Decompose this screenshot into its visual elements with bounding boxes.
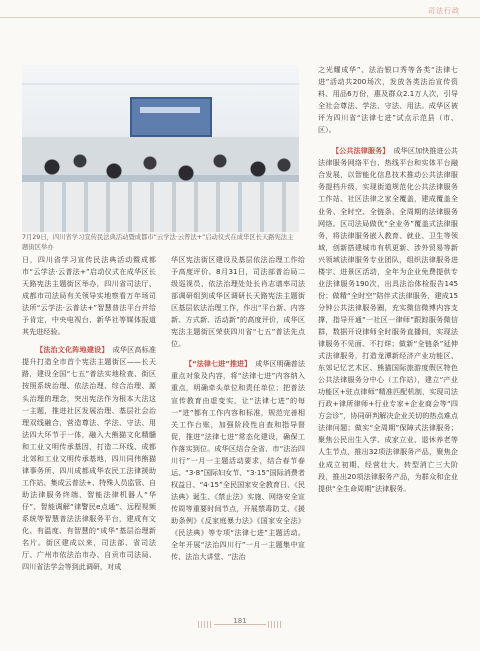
running-header: 司法行政 xyxy=(428,7,460,15)
page-number: 181 xyxy=(233,617,247,625)
tent-roof xyxy=(22,83,299,85)
section-heading: 【“法律七进”推进】 xyxy=(185,359,252,369)
text-column-2 xyxy=(171,254,305,563)
paragraph: 之光耀成华”、法治银口秀等各类“法律七进”活动共200场次，发放各类法治宣传资料、用品6万份，惠及群众2.1万人次，引导全社会尊法、学法、守法、用法。成华区被评为四川省“法律七进”试点示范县（市、区）。 xyxy=(318,65,458,135)
stage-screen xyxy=(130,97,212,137)
section-heading: 【法治文化阵地建设】 xyxy=(36,345,109,355)
event-photo xyxy=(22,65,299,232)
text-column-3 xyxy=(318,64,458,495)
section-heading: 【公共法律服务】 xyxy=(332,146,390,156)
text-column-1 xyxy=(22,254,156,573)
paragraph: 【公共法律服务】 成华区加快推进公共法律服务网络平台、热线平台和实体平台融合发展，以智能化信息技术推动公共法律服务提档升级，实现街道规范化公共法律服务工作站、社区法律之家全覆盖，建成覆盖全业务、全时空、全链条、全周期的法律服务网络。区司法局做优“全业务”覆盖式法律服务，将法律服务嵌入教育、就业、卫生等领域，创新搭建城市有机更新、涉外贸易等新兴领域法律服务专业团队，组织法律服务进楼宇、进景区活动，全年为企业免费提供专业法律服务190次，出具法治体检报告145份；做精“全时空”陪伴式法律服务，建成15分钟公共法律服务圈，充实微信微博内容支撑，指导开通“一社区一律师”跟踪服务微信群，数据开设律师全时服务直播间，实现法律服务不见面、不打烊；做新“全链条”延伸式法律服务，打造龙潭新经济产业功能区、东郊记忆艺术区、熊猫国际旅游度假区特色公共法律服务分中心（工作站），建立“产业功能区+驻点律师”精准匹配机制，实现司法行政+律所律师+行业专家+企业商会等“四方会诊”，协同研判解决企业关切的热点难点法律问题；做实“全周期”保障式法律服务；聚焦公民出生入学、成家立业、退休养老等人生节点，推出32项法律服务产品，聚焦企业成立初期、经营壮大、转型消亡三大阶段，推出20项法律服务产品，为群众和企业提供“全生命周期”法律服务。 xyxy=(318,146,458,493)
photo-caption: 7月29日，四川省学习宣传民法典活动暨成都市“云学法·云普法+”启动仪式在成华区长天路宪法主题街区举办 xyxy=(22,234,294,251)
paragraph: 日，四川省学习宣传民法典活动暨成都市“云学法·云普法+”启动仪式在成华区长天路宪法主题街区举办，四川省司法厅、成都市司法局有关领导实地察看万年场司法所“云学法·云普法+”智慧普法平台并给予肯定，中央电视台、新华社等媒体报道其先进经验。 xyxy=(22,255,156,337)
paragraph: 【“法律七进”推进】 成华区明确普法重点对象及内容，将“法律七进”内容纳入重点，明确牵头单位和责任单位；把普法宣传教育由虚变实，让“法律七进”的每一“进”都有工作内容和标准，规范完善相关工作台账，加强阶段性自查和指导督促，推进“法律七进”常态化建设，确保工作落实到位。成华区结合全省、市“法治四川行”一月一主题活动要求，结合春节春运、“3·8”国际妇女节、“3·15”国际消费者权益日、“4·15”全民国家安全教育日、《民法典》诞生、《禁止法》实施、网络安全宣传周等重要时间节点，开展禁毒防艾、《援助条例》《反家庭暴力法》《国家安全法》《民法典》等专项“法律七进”主题活动。全年开展“法治四川行”一月一主题集中宣传、法治大讲堂、“法治 xyxy=(171,359,306,562)
paragraph: 华区宪法街区建设及基层依法治理工作给予高度评价。8月31日，司法部普治局二级巡视员、依法治理处处长肖志谱率司法部调研组到成华区调研长天路宪法主题街区基层依法治理工作，作出“平台新、内容新、方式新、活动新”的高度评价，成华区宪法主题街区荣获四川省“七五”普法先点位。 xyxy=(171,255,305,349)
seating-rows xyxy=(22,182,299,232)
paragraph: 【法治文化阵地建设】 成华区高标准提升打造全市首个宪法主题街区——长天路，建设全国“七五”普法实地检查、街区按照系统治理、依法治理、综合治理、源头治理的理念，突出宪法作为根本大法这一主题，推进社区发展治理、基层社会治理双线融合，营造尊法、学法、守法、用法四大环节于一体，融入大熊猫文化精髓和工业文明传承基因，打造二环线、成都北郊和工业文明传承基地，四川同伟熊猫律事务所、四川成都成华农民工法律援助工作站、集成云普法+、特殊人员监管、自助法律服务终端、智能法律机器人“华仔”、智能调解“律警民e点通”、远程视频系统等智慧普法法律服务平台，建成有文化、有温度、有智慧的“成华”基层治理新名片。街区建成以来，司法部、省司法厅、广州市依法治市办、自贡市司法局、四川省法学会等到此调研，对成 xyxy=(22,345,157,572)
header-rule xyxy=(0,17,480,18)
